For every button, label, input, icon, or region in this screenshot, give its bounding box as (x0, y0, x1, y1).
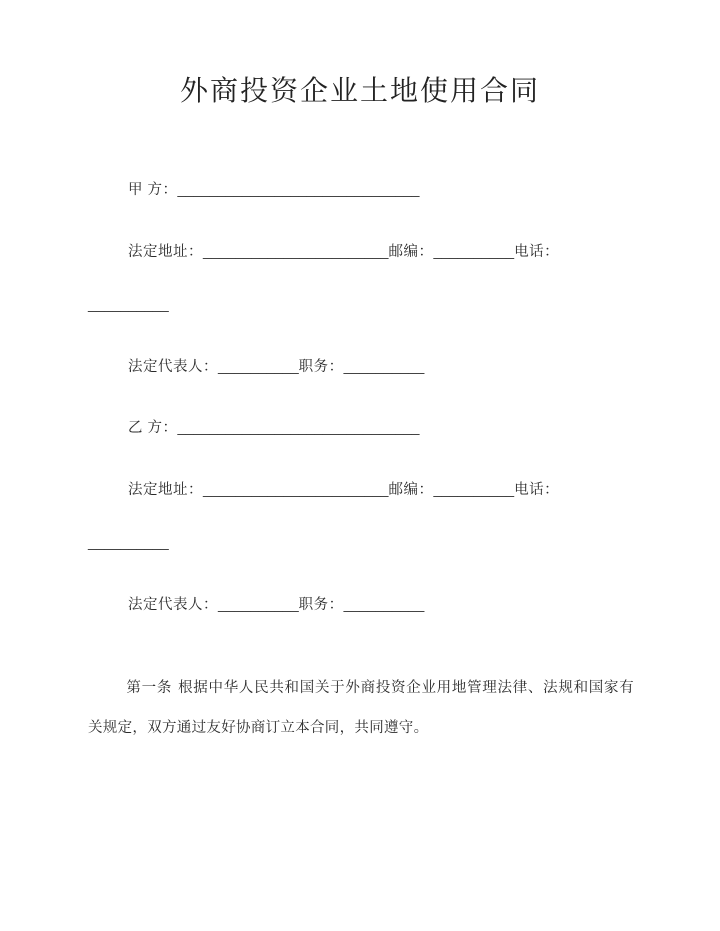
party-b-postcode-blank[interactable]: __________ (433, 481, 515, 498)
spacer (88, 259, 634, 298)
party-a-address-row (88, 245, 634, 260)
party-b-position-blank[interactable]: __________ (343, 596, 425, 613)
party-a-address-blank[interactable]: _______________________ (203, 243, 389, 260)
party-a-name-label: 甲 方： (128, 182, 178, 198)
spacer (88, 497, 634, 536)
party-b-phone-label: 电话： (514, 481, 560, 498)
party-b-representative-row (88, 598, 634, 613)
party-a-representative-row (88, 360, 634, 375)
party-a-postcode-blank[interactable]: __________ (433, 243, 515, 260)
party-b-postcode-label: 邮编： (388, 481, 434, 498)
spacer (88, 436, 634, 483)
party-a-representative-blank[interactable]: __________ (218, 358, 299, 375)
party-b-address-blank[interactable]: _______________________ (203, 481, 389, 498)
party-b-address-label: 法定地址： (128, 481, 203, 498)
party-a-address-label: 法定地址： (128, 243, 203, 260)
parties-section (0, 183, 720, 612)
party-b-representative-blank[interactable]: __________ (218, 596, 299, 613)
party-a-representative-label: 法定代表人： (128, 358, 218, 375)
party-a-name-row (88, 183, 634, 198)
party-b-name-blank[interactable]: ______________________________ (177, 420, 420, 436)
party-a-phone-blank[interactable]: __________ (88, 297, 169, 313)
party-b-representative-label: 法定代表人： (128, 596, 218, 613)
page-title: 外商投资企业土地使用合同 (179, 76, 540, 107)
party-a-postcode-label: 邮编： (388, 243, 434, 260)
article-1 (0, 668, 720, 748)
party-a-position-label: 职务： (298, 358, 344, 375)
party-b-phone-blank[interactable]: __________ (88, 535, 169, 551)
spacer (88, 198, 634, 245)
article-1-text: 根据中华人民共和国关于外商投资企业用地管理法律、法规和国家有关规定，双方通过友好协商订立本合同，共同遵守。 (88, 680, 635, 736)
party-b-position-label: 职务： (298, 596, 344, 613)
party-a-position-blank[interactable]: __________ (343, 358, 425, 375)
spacer (88, 551, 634, 598)
party-b-name-label: 乙 方： (128, 420, 178, 436)
party-a-phone-label: 电话： (514, 243, 560, 260)
article-1-number: 第一条 (126, 680, 173, 696)
spacer (88, 374, 634, 421)
party-b-address-row (88, 483, 634, 498)
party-a-name-blank[interactable]: ______________________________ (177, 182, 420, 198)
spacer (88, 313, 634, 360)
party-b-name-row (88, 421, 634, 436)
